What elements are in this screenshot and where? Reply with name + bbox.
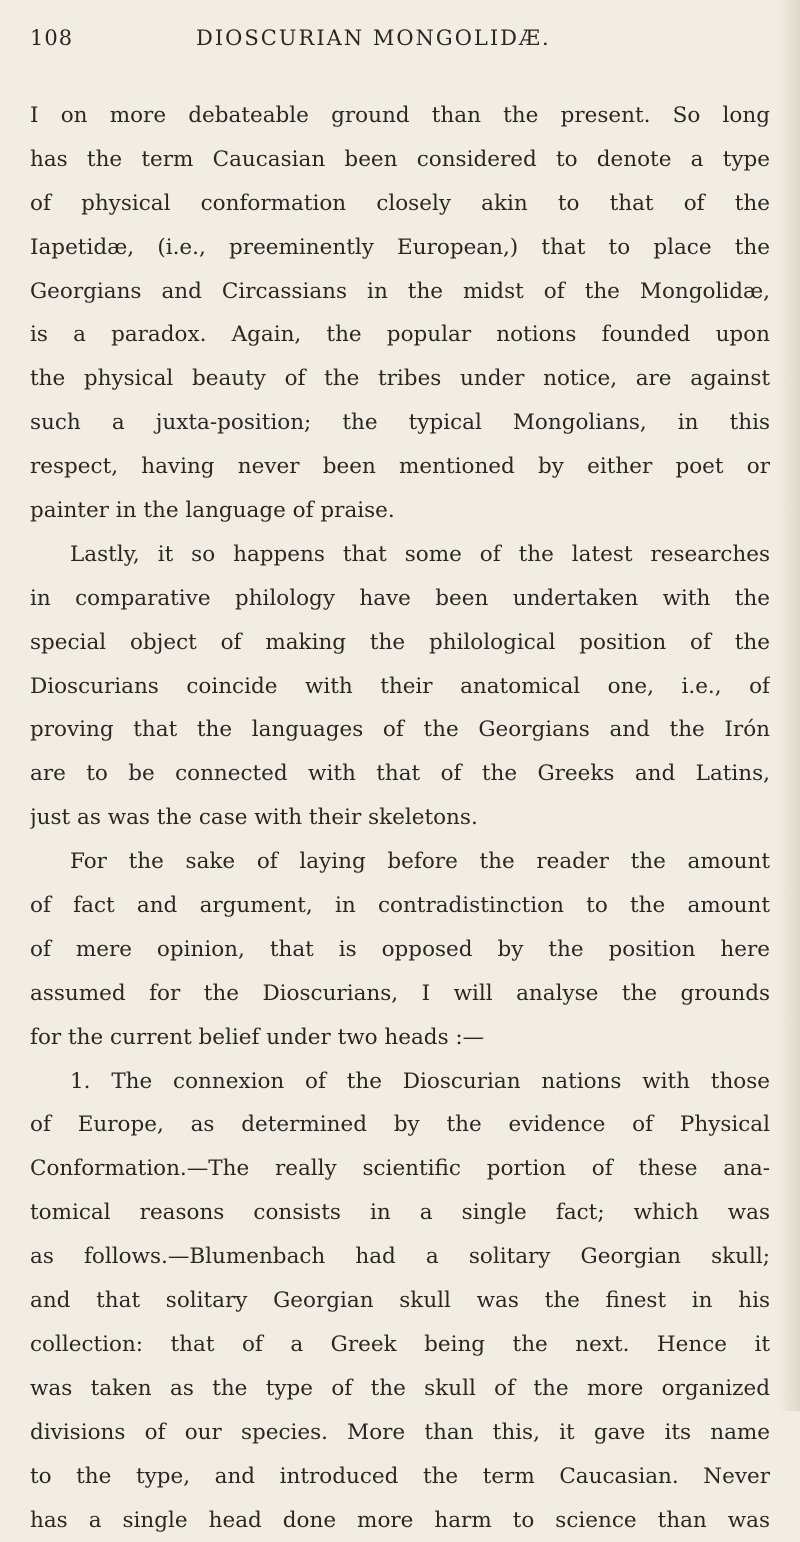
text-line: proving that the languages of the Georgians and the Irón <box>30 708 770 752</box>
text-line: are to be connected with that of the Greeks and Latins, <box>30 752 770 796</box>
text-line: of physical conformation closely akin to that of the <box>30 182 770 226</box>
running-head: DIOSCURIAN MONGOLIDÆ. <box>196 26 551 50</box>
text-line: I on more debateable ground than the present. So long <box>30 94 770 138</box>
text-line: in comparative philology have been undertaken with the <box>30 577 770 621</box>
text-line: special object of making the philological position of the <box>30 621 770 665</box>
text-line: Georgians and Circassians in the midst of the Mongolidæ, <box>30 270 770 314</box>
text-line: the physical beauty of the tribes under notice, are against <box>30 357 770 401</box>
text-line: painter in the language of praise. <box>30 489 770 533</box>
text-line: has the term Caucasian been considered to denote a type <box>30 138 770 182</box>
text-line: has a single head done more harm to science than was <box>30 1499 770 1542</box>
text-line: and that solitary Georgian skull was the finest in his <box>30 1279 770 1323</box>
page-number: 108 <box>30 26 73 50</box>
text-line: for the current belief under two heads :— <box>30 1016 770 1060</box>
text-line: Conformation.—The really scientific portion of these ana- <box>30 1147 770 1191</box>
text-line: For the sake of laying before the reader the amount <box>30 840 770 884</box>
body-text <box>30 94 770 1542</box>
text-line: just as was the case with their skeletons. <box>30 796 770 840</box>
text-line: as follows.—Blumenbach had a solitary Georgian skull; <box>30 1235 770 1279</box>
text-line: to the type, and introduced the term Caucasian. Never <box>30 1455 770 1499</box>
text-line: such a juxta-position; the typical Mongolians, in this <box>30 401 770 445</box>
text-line: Lastly, it so happens that some of the latest researches <box>30 533 770 577</box>
text-line: tomical reasons consists in a single fact; which was <box>30 1191 770 1235</box>
text-line: is a paradox. Again, the popular notions founded upon <box>30 313 770 357</box>
text-line: 1. The connexion of the Dioscurian nations with those <box>30 1060 770 1104</box>
text-line: respect, having never been mentioned by either poet or <box>30 445 770 489</box>
text-line: of fact and argument, in contradistinction to the amount <box>30 884 770 928</box>
text-line: assumed for the Dioscurians, I will analyse the grounds <box>30 972 770 1016</box>
text-line: divisions of our species. More than this, it gave its name <box>30 1411 770 1455</box>
page-header <box>30 12 770 52</box>
text-line: of Europe, as determined by the evidence of Physical <box>30 1103 770 1147</box>
page-edge-shadow <box>778 0 800 1411</box>
text-line: was taken as the type of the skull of the more organized <box>30 1367 770 1411</box>
text-line: Dioscurians coincide with their anatomical one, i.e., of <box>30 665 770 709</box>
text-line: collection: that of a Greek being the next. Hence it <box>30 1323 770 1367</box>
text-line: Iapetidæ, (i.e., preeminently European,) that to place the <box>30 226 770 270</box>
text-line: of mere opinion, that is opposed by the position here <box>30 928 770 972</box>
